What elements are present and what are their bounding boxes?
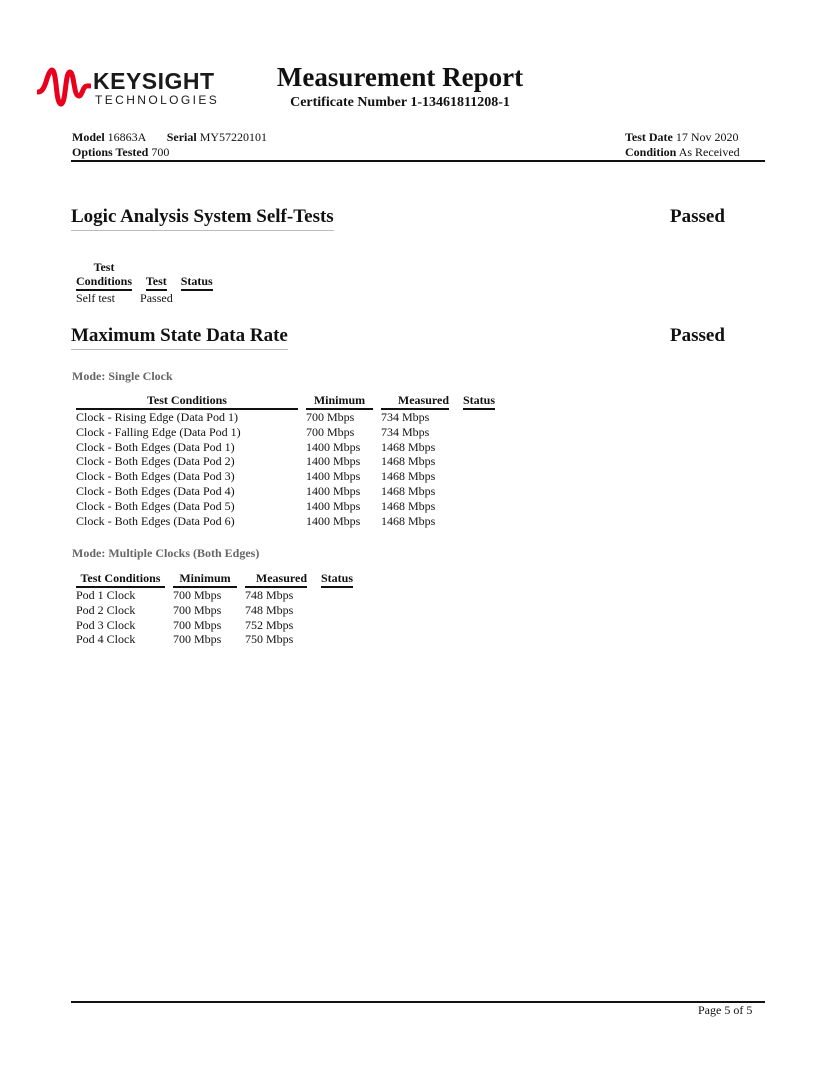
cell-measured: 748 Mbps [245, 588, 294, 602]
table-row [72, 499, 499, 514]
cell-status [453, 499, 499, 514]
cell-minimum: 1400 Mbps [306, 498, 361, 513]
cell-conditions: Pod 1 Clock [76, 588, 136, 602]
model-serial-line [72, 130, 267, 145]
condition-label: Condition [625, 145, 677, 159]
serial-label: Serial [166, 130, 197, 144]
cell-status [453, 454, 499, 469]
cell-status [453, 410, 499, 425]
cell-conditions: Clock - Both Edges (Data Pod 4) [76, 483, 235, 498]
model-label: Model [72, 130, 105, 144]
col-test-conditions: Test Conditions [72, 393, 302, 410]
cell-conditions: Clock - Rising Edge (Data Pod 1) [76, 410, 238, 424]
cell-conditions: Self test [76, 291, 115, 305]
col-minimum: Minimum [169, 571, 241, 588]
table-row [72, 469, 499, 484]
cell-measured: 750 Mbps [245, 632, 294, 647]
cell-minimum: 700 Mbps [173, 617, 222, 632]
cell-status [453, 514, 499, 529]
single-clock-mode-label: Mode: Single Clock [72, 369, 173, 383]
options-label: Options Tested [72, 145, 149, 159]
table-header-row [72, 393, 499, 410]
cell-minimum: 700 Mbps [173, 588, 222, 602]
cell-minimum: 1400 Mbps [306, 513, 361, 528]
logo-keysight-text: KEYSIGHT [93, 68, 215, 94]
test-date-value: 17 Nov 2020 [675, 130, 739, 144]
col-status: Status [453, 393, 499, 410]
cell-status [311, 618, 357, 633]
cell-test: Passed [140, 291, 173, 305]
cell-conditions: Clock - Both Edges (Data Pod 6) [76, 513, 235, 528]
header-divider [71, 160, 765, 162]
cell-measured: 1468 Mbps [381, 439, 436, 454]
cell-conditions: Clock - Both Edges (Data Pod 2) [76, 454, 235, 469]
cell-status [453, 425, 499, 440]
cell-measured: 734 Mbps [381, 410, 430, 424]
cell-measured: 734 Mbps [381, 424, 430, 439]
col-measured: Measured [377, 393, 453, 410]
logo-technologies-text: TECHNOLOGIES [95, 93, 220, 107]
cell-conditions: Clock - Both Edges (Data Pod 5) [76, 498, 235, 513]
col-minimum: Minimum [302, 393, 377, 410]
col-status: Status [177, 260, 217, 291]
cell-minimum: 700 Mbps [306, 424, 355, 439]
cell-conditions: Clock - Both Edges (Data Pod 1) [76, 439, 235, 454]
test-date-label: Test Date [625, 130, 673, 144]
cell-conditions: Clock - Both Edges (Data Pod 3) [76, 469, 235, 484]
col-test-conditions [72, 260, 136, 291]
test-date-line [625, 130, 739, 145]
table-row [72, 588, 357, 603]
cell-status [453, 484, 499, 499]
cell-minimum: 700 Mbps [173, 632, 222, 647]
table-row [72, 410, 499, 425]
cell-measured: 1468 Mbps [381, 454, 436, 469]
cell-measured: 752 Mbps [245, 617, 294, 632]
options-value: 700 [151, 145, 170, 159]
cell-minimum: 1400 Mbps [306, 469, 361, 484]
table-header-row [72, 260, 217, 291]
self-tests-table [72, 260, 217, 306]
cell-measured: 1468 Mbps [381, 483, 436, 498]
cell-conditions: Pod 4 Clock [76, 632, 136, 647]
cell-status [453, 469, 499, 484]
table-row [72, 514, 499, 529]
col-header-line2: Conditions [76, 274, 132, 291]
cell-minimum: 700 Mbps [173, 602, 222, 617]
cell-status [311, 603, 357, 618]
self-tests-heading: Logic Analysis System Self-Tests [71, 206, 334, 231]
cell-status [311, 588, 357, 603]
condition-line [625, 145, 740, 160]
certificate-number: Certificate Number 1-13461811208-1 [290, 95, 510, 110]
table-row [72, 618, 357, 633]
cell-measured: 748 Mbps [245, 602, 294, 617]
cell-minimum: 700 Mbps [306, 410, 355, 424]
col-test: Test [136, 260, 177, 291]
cell-measured: 1468 Mbps [381, 513, 436, 528]
table-row [72, 291, 217, 306]
self-tests-status: Passed [670, 206, 725, 227]
table-row [72, 440, 499, 455]
multi-clock-mode-label: Mode: Multiple Clocks (Both Edges) [72, 546, 260, 560]
cell-status [311, 632, 357, 647]
cell-minimum: 1400 Mbps [306, 454, 361, 469]
cell-conditions: Clock - Falling Edge (Data Pod 1) [76, 424, 241, 439]
serial-value: MY57220101 [199, 130, 268, 144]
col-test-conditions: Test Conditions [72, 571, 169, 588]
page-number: Page 5 of 5 [698, 1003, 753, 1017]
state-rate-status: Passed [670, 325, 725, 346]
model-value: 16863A [107, 130, 146, 144]
state-rate-heading: Maximum State Data Rate [71, 325, 288, 350]
col-header-line1: Test [93, 260, 115, 274]
cell-conditions: Pod 3 Clock [76, 617, 136, 632]
table-header-row [72, 571, 357, 588]
options-line [72, 145, 169, 160]
cell-conditions: Pod 2 Clock [76, 602, 136, 617]
cell-status [453, 440, 499, 455]
table-row [72, 632, 357, 647]
table-row [72, 454, 499, 469]
col-status: Status [311, 571, 357, 588]
report-title: Measurement Report [276, 62, 524, 92]
single-clock-table [72, 393, 499, 528]
condition-value: As Received [678, 145, 740, 159]
footer-divider [71, 1001, 765, 1003]
col-measured: Measured [241, 571, 311, 588]
cell-minimum: 1400 Mbps [306, 483, 361, 498]
cell-measured: 1468 Mbps [381, 498, 436, 513]
multi-clock-table [72, 571, 357, 647]
cell-minimum: 1400 Mbps [306, 439, 361, 454]
cell-measured: 1468 Mbps [381, 469, 436, 484]
table-row [72, 425, 499, 440]
cell-status [177, 291, 217, 306]
table-row [72, 484, 499, 499]
table-row [72, 603, 357, 618]
